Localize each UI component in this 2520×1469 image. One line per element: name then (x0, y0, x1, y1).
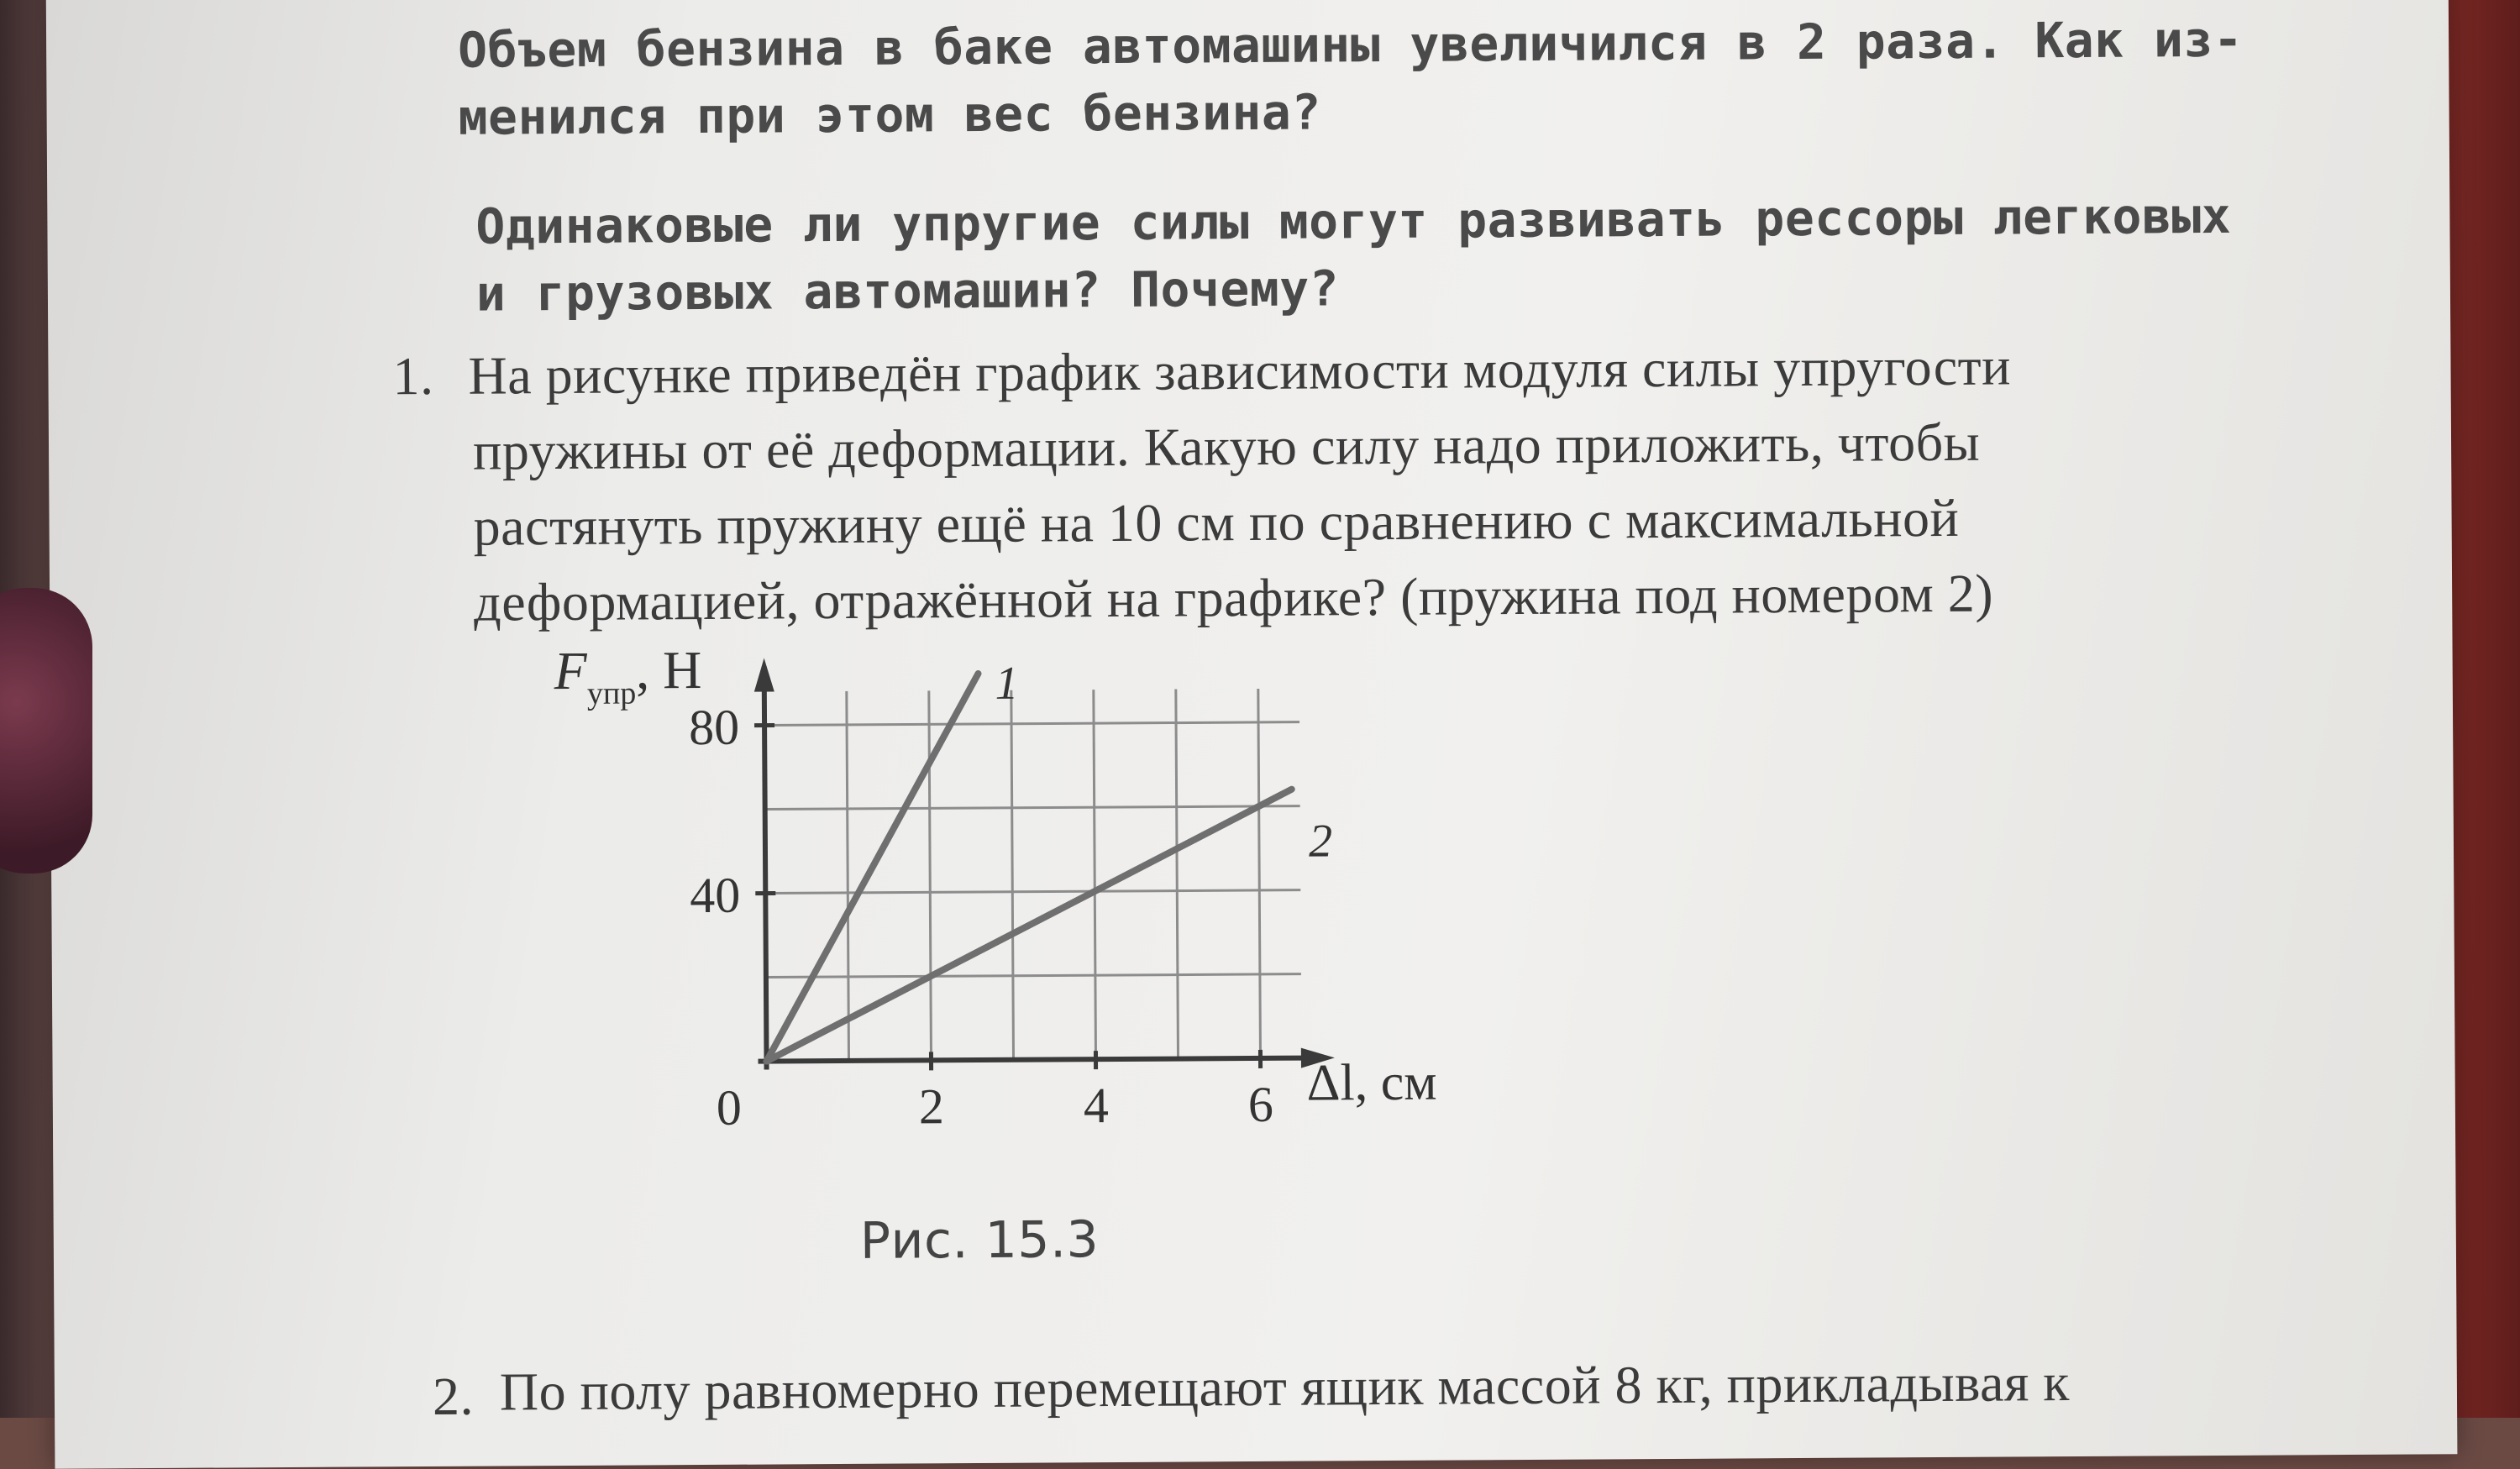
finger (0, 588, 92, 874)
task1-number: 1. (392, 345, 433, 407)
grid-line-horizontal (764, 722, 1299, 726)
y-tick-label: 40 (690, 868, 740, 923)
series-label-2: 2 (1309, 815, 1332, 867)
x-axis-label: Δl, см (1306, 1054, 1436, 1112)
question-b-line1: Одинаковые ли упругие силы могут развивать рессоры легковых (475, 187, 2231, 255)
y-axis-label-symbol: F (553, 641, 587, 700)
chart-grid (764, 689, 1302, 1062)
origin-label: 0 (717, 1080, 742, 1136)
task1-line4: деформацией, отражённой на графике? (пружина под номером 2) (474, 563, 1993, 634)
spring-force-chart (503, 620, 1515, 1214)
grid-line-vertical (1176, 690, 1179, 1059)
question-a-line2: менился при этом вес бензина? (458, 83, 1321, 145)
chart-axes (754, 654, 1335, 1071)
chart-series (764, 672, 1294, 1062)
grid-line-vertical (847, 691, 849, 1061)
task1-line1: На рисунке приведён график зависимости модуля силы упругости (468, 335, 2011, 407)
x-axis-line (759, 1057, 1326, 1061)
figure-caption: Рис. 15.3 (860, 1210, 1100, 1271)
x-tick-label: 2 (919, 1078, 944, 1134)
y-axis-label-unit: , Н (636, 640, 702, 700)
grid-line-horizontal (766, 974, 1301, 978)
grid-line-vertical (1258, 689, 1261, 1058)
series-label-1: 1 (995, 658, 1018, 710)
grid-line-horizontal (765, 890, 1300, 894)
question-b-line2: и грузовых автомашин? Почему? (476, 260, 1340, 322)
x-tick-label: 6 (1248, 1077, 1273, 1132)
task1-line3: растянуть пружину ещё на 10 см по сравнению с максимальной (473, 487, 1959, 559)
grid-line-vertical (1094, 690, 1096, 1059)
task2-line1: По полу равномерно перемещают ящик массой 8 кг, прикладывая к (500, 1351, 2070, 1423)
grid-line-horizontal (765, 806, 1300, 810)
grid-line-vertical (1011, 690, 1014, 1060)
y-axis-arrow (754, 658, 774, 691)
y-axis-label-subscript: упр (587, 675, 637, 711)
task2-number: 2. (433, 1366, 474, 1428)
x-tick-label: 4 (1084, 1078, 1109, 1133)
question-a-line1: Объем бензина в баке автомашины увеличился в 2 раза. Как из- (458, 11, 2244, 79)
y-tick-label: 80 (689, 700, 739, 755)
y-axis-label (553, 640, 701, 711)
grid-line-vertical (929, 690, 932, 1060)
paper-sheet (46, 0, 2458, 1469)
task1-line2: пружины от её деформации. Какую силу надо приложить, чтобы (473, 412, 1981, 483)
